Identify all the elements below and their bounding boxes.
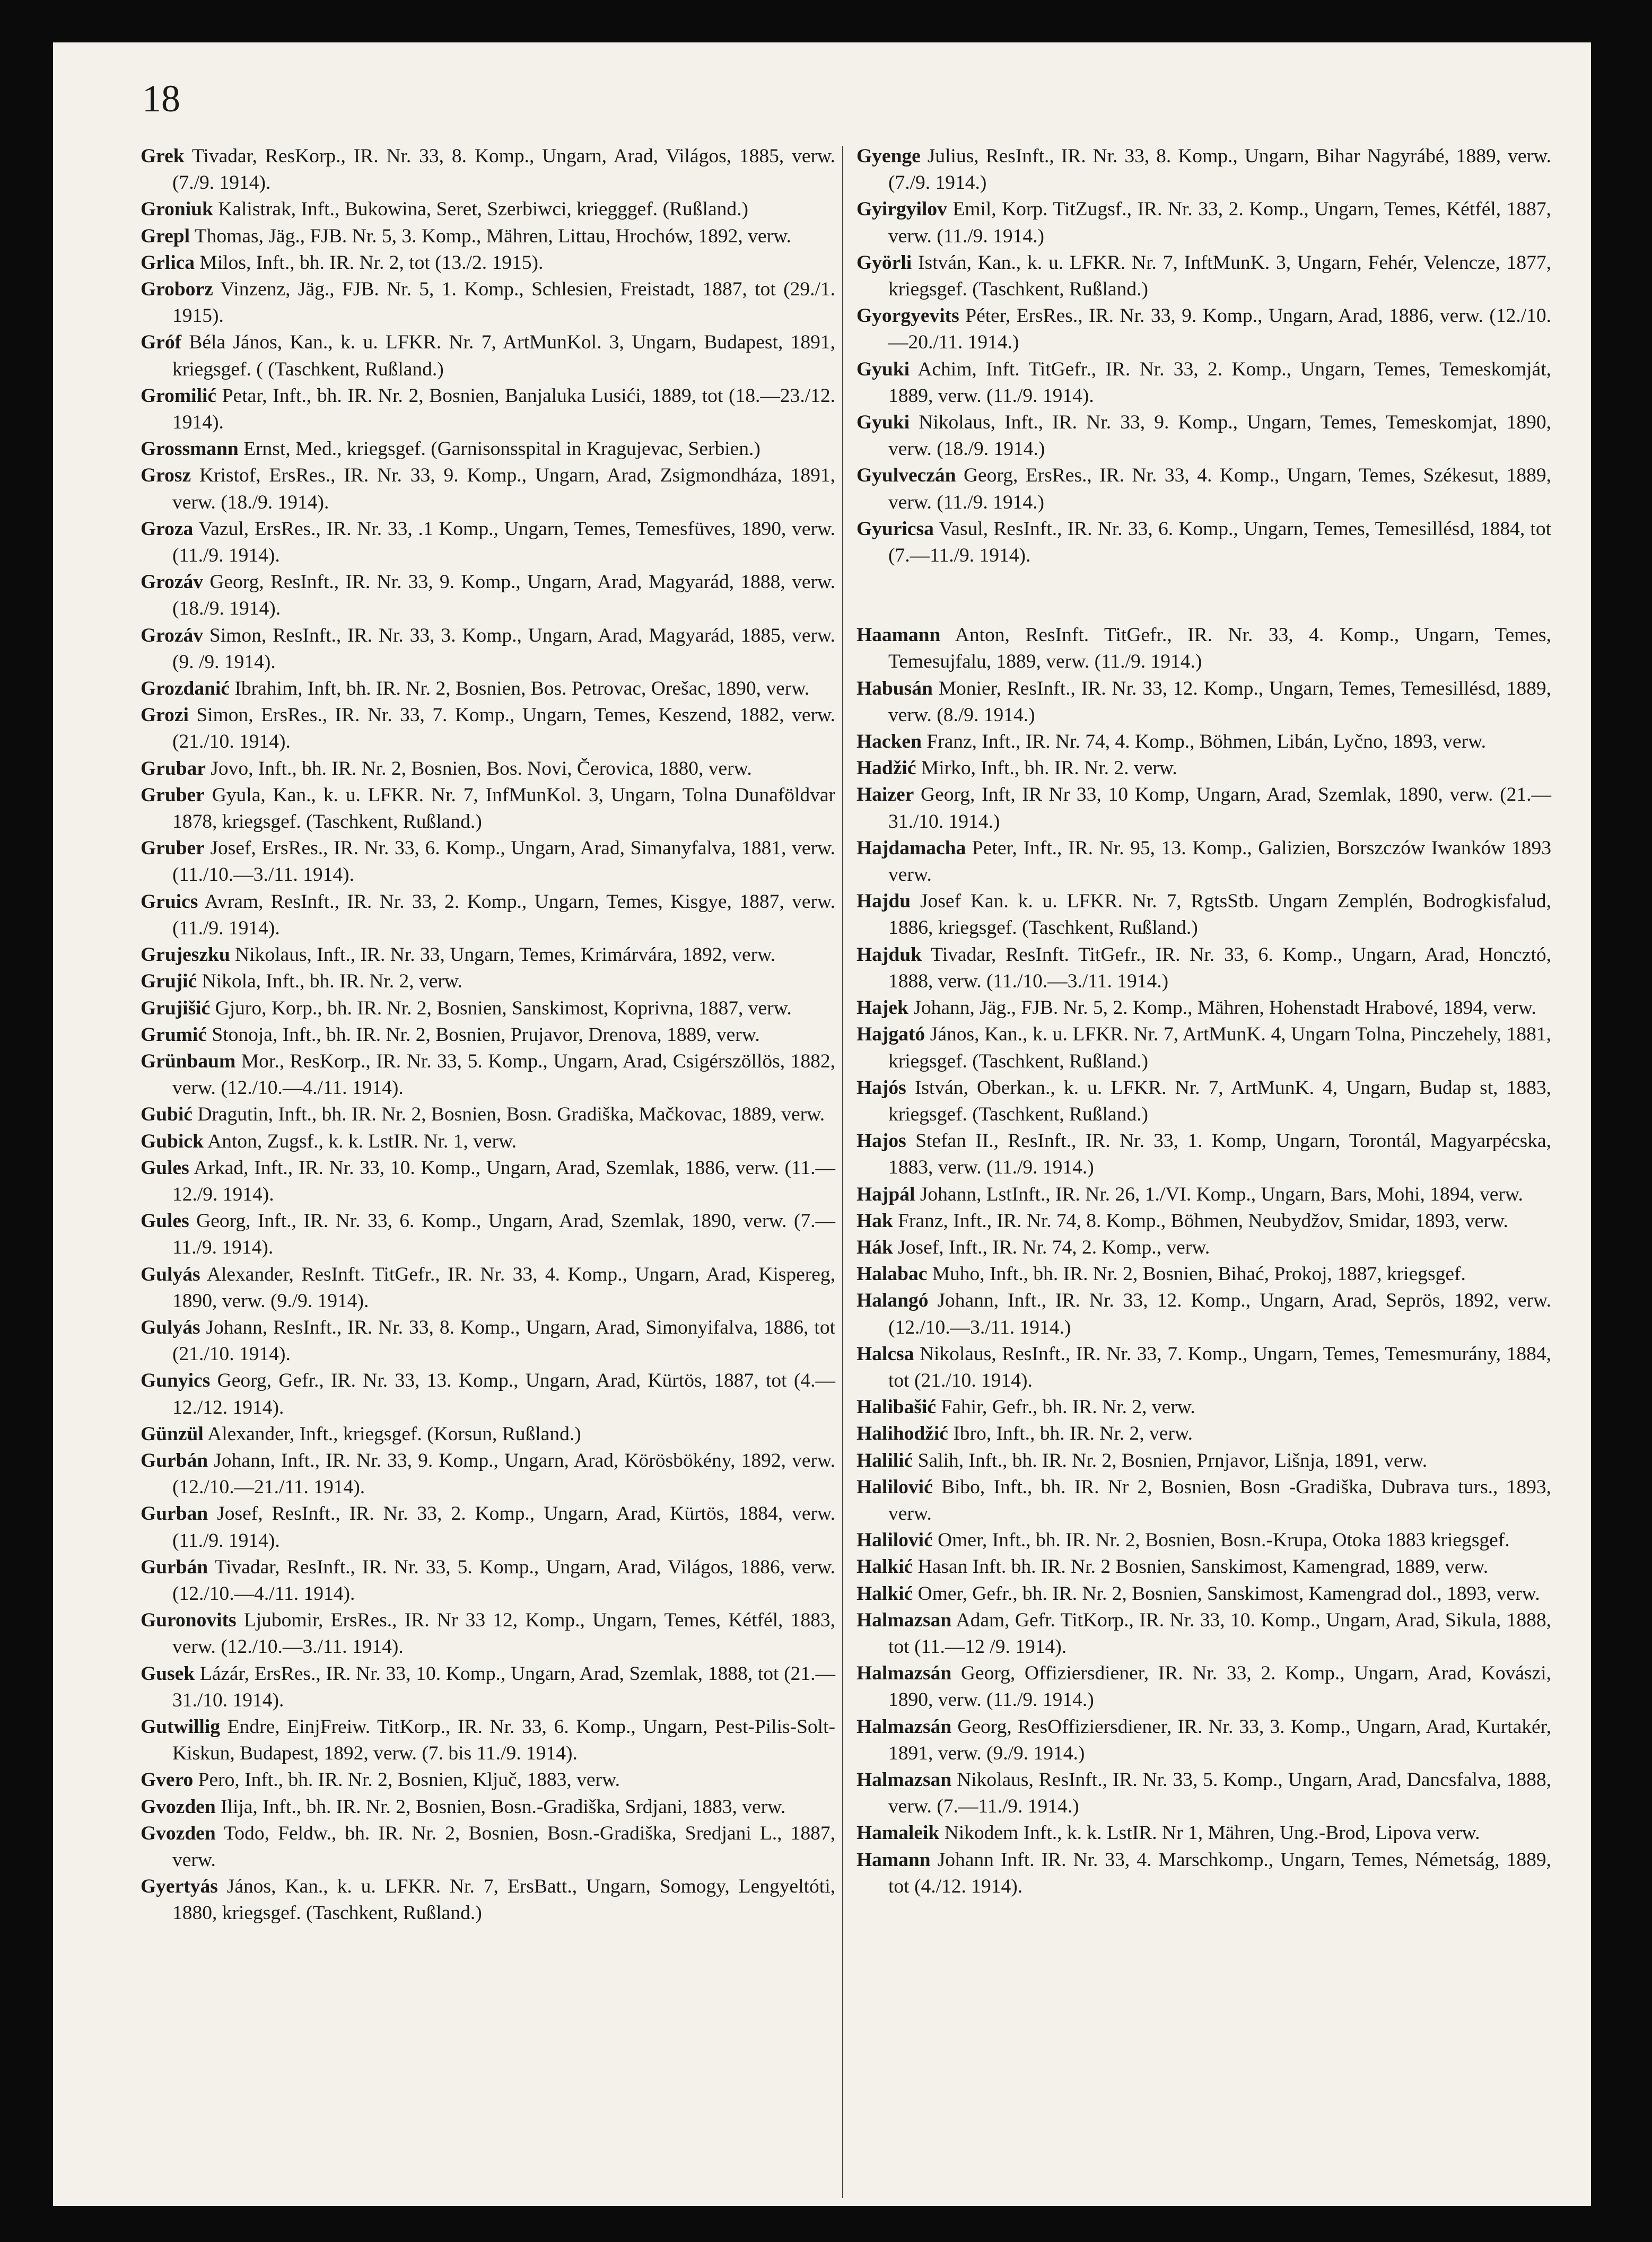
- entry-details: Ilija, Inft., bh. IR. Nr. 2, Bosnien, Bosn.-Gradiška, Srdjani, 1883, verw.: [221, 1796, 786, 1818]
- entry-details: Petar, Inft., bh. IR. Nr. 2, Bosnien, Banjaluka Lusići, 1889, tot (18.—23./12. 1914).: [172, 384, 836, 434]
- entry-details: Gjuro, Korp., bh. IR. Nr. 2, Bosnien, Sanskimost, Koprivna, 1887, verw.: [215, 997, 792, 1019]
- entry-details: Josef Kan. k. u. LFKR. Nr. 7, RgtsStb. Ungarn Zemplén, Bodrogkisfalud, 1886, kriegsgef. (Taschkent, Rußland.): [888, 890, 1552, 939]
- register-entry: [141, 276, 835, 329]
- register-entry: [141, 1101, 835, 1128]
- entry-details: Johann, Inft., IR. Nr. 33, 12. Komp., Ungarn, Arad, Seprös, 1892, verw. (12./10.—3./11. 1914.): [888, 1290, 1551, 1338]
- entry-details: Georg, Gefr., IR. Nr. 33, 13. Komp., Ungarn, Arad, Kürtös, 1887, tot (4.—12./12. 1914).: [172, 1370, 835, 1418]
- entry-details: Georg, ResInft., IR. Nr. 33, 9. Komp., Ungarn, Arad, Magyarád, 1888, verw. (18./9. 1914).: [172, 571, 835, 620]
- register-entry: [141, 1208, 835, 1261]
- register-entry: [856, 1341, 1551, 1394]
- register-entry: [141, 1873, 835, 1926]
- entry-surname: Groborz: [141, 278, 213, 301]
- entry-surname: Grossmann: [141, 438, 239, 460]
- register-entry: [141, 1448, 835, 1501]
- entry-details: Anton, ResInft. TitGefr., IR. Nr. 33, 4. Komp., Ungarn, Temes, Temesujfalu, 1889, verw. (11./9. 1914.): [888, 624, 1551, 673]
- register-entry: [856, 1554, 1551, 1580]
- entry-surname: Grujišić: [141, 997, 211, 1019]
- register-entry: [856, 1714, 1551, 1767]
- entry-details: Georg, ResOffiziersdiener, IR. Nr. 33, 3. Komp., Ungarn, Arad, Kurtakér, 1891, verw. (9./9. 1914.): [888, 1715, 1552, 1764]
- register-entry: [141, 196, 835, 223]
- register-entry: [856, 1234, 1551, 1261]
- register-entry: [856, 462, 1551, 515]
- entry-surname: Halilić: [856, 1449, 913, 1472]
- entry-surname: Halibašić: [856, 1396, 937, 1418]
- page-number: 18: [142, 77, 180, 120]
- register-entry: [856, 356, 1551, 409]
- entry-details: Péter, ErsRes., IR. Nr. 33, 9. Komp., Ungarn, Arad, 1886, verw. (12./10.—20./11. 1914.): [888, 305, 1551, 354]
- register-entry: [856, 1607, 1551, 1660]
- entry-surname: Halihodžić: [856, 1423, 948, 1445]
- entry-surname: Hadžić: [856, 757, 916, 780]
- entry-surname: Grozdanić: [141, 678, 230, 700]
- register-entry: [856, 1660, 1551, 1713]
- register-entry: [141, 1501, 835, 1554]
- entry-details: Dragutin, Inft., bh. IR. Nr. 2, Bosnien, Bosn. Gradiška, Mačkovac, 1889, verw.: [197, 1104, 825, 1126]
- register-entry: [856, 1847, 1551, 1900]
- register-entry: [856, 196, 1551, 249]
- register-entry: [141, 569, 835, 622]
- entry-details: Simon, ResInft., IR. Nr. 33, 3. Komp., Ungarn, Arad, Magyarád, 1885, verw. (9. /9. 1914).: [172, 624, 835, 673]
- entry-surname: Haizer: [856, 784, 914, 806]
- entry-surname: Gvero: [141, 1769, 194, 1791]
- register-entry: [856, 995, 1551, 1021]
- entry-surname: Gruber: [141, 784, 205, 806]
- entry-surname: Gruics: [141, 890, 198, 913]
- register-entry: [141, 835, 835, 888]
- register-entry: [856, 409, 1551, 462]
- entry-surname: Halilović: [856, 1529, 933, 1552]
- register-entry: [141, 756, 835, 782]
- entry-surname: Guronovits: [141, 1609, 237, 1632]
- register-entry: [856, 1075, 1551, 1128]
- entry-details: Tivadar, ResInft., IR. Nr. 33, 5. Komp., Ungarn, Arad, Világos, 1886, verw. (12./10.—4./11. 1914).: [172, 1556, 835, 1605]
- entry-surname: Haamann: [856, 624, 941, 646]
- entry-surname: Gruber: [141, 837, 205, 860]
- register-entry: [141, 702, 835, 755]
- entry-details: Mor., ResKorp., IR. Nr. 33, 5. Komp., Ungarn, Arad, Csigérszöllös, 1882, verw. (12./10.—4./11. 1914).: [172, 1050, 836, 1099]
- entry-surname: Halilović: [856, 1476, 933, 1498]
- entry-surname: Grozáv: [141, 624, 204, 646]
- entry-surname: Grubar: [141, 757, 206, 780]
- register-entry: [141, 250, 835, 276]
- register-entry: [856, 1288, 1551, 1341]
- entry-details: Georg, ErsRes., IR. Nr. 33, 4. Komp., Ungarn, Temes, Székesut, 1889, verw. (11./9. 1914.): [888, 465, 1552, 513]
- register-entry: [856, 1527, 1551, 1554]
- entry-surname: Gutwillig: [141, 1715, 221, 1738]
- entry-surname: Hajdamacha: [856, 837, 966, 859]
- entry-surname: Hajek: [856, 997, 908, 1019]
- entry-details: Tivadar, ResKorp., IR. Nr. 33, 8. Komp., Ungarn, Arad, Világos, 1885, verw. (7./9. 1914).: [172, 145, 835, 194]
- entry-surname: Grozáv: [141, 571, 204, 593]
- register-entry: [856, 303, 1551, 356]
- entry-details: Franz, Inft., IR. Nr. 74, 8. Komp., Böhmen, Neubydžov, Smidar, 1893, verw.: [898, 1210, 1508, 1232]
- entry-details: Kristof, ErsRes., IR. Nr. 33, 9. Komp., Ungarn, Arad, Zsigmondháza, 1891, verw. (18./9. 1914).: [172, 465, 835, 513]
- register-entry: [141, 1022, 835, 1048]
- entry-surname: Halangó: [856, 1290, 929, 1312]
- entry-surname: Hamaleik: [856, 1822, 940, 1844]
- register-entry: [856, 1181, 1551, 1208]
- entry-details: Tivadar, ResInft. TitGefr., IR. Nr. 33, 6. Komp., Ungarn, Arad, Honcztó, 1888, verw. (11./10.—3./11. 1914.): [888, 943, 1552, 992]
- entry-surname: Habusán: [856, 677, 933, 699]
- entry-details: Georg, Inft., IR. Nr. 33, 6. Komp., Ungarn, Arad, Szemlak, 1890, verw. (7.—11./9. 1914).: [172, 1210, 836, 1259]
- register-entry: [856, 516, 1551, 569]
- entry-surname: Grosz: [141, 465, 191, 487]
- register-entry: [141, 968, 835, 995]
- entry-details: Gyula, Kan., k. u. LFKR. Nr. 7, InfMunKol. 3, Ungarn, Tolna Dunaföldvar 1878, kriegsgef. (Taschkent, Rußland.): [172, 784, 836, 833]
- entry-details: Salih, Inft., bh. IR. Nr. 2, Bosnien, Prnjavor, Lišnja, 1891, verw.: [917, 1449, 1428, 1472]
- entry-details: Franz, Inft., IR. Nr. 74, 4. Komp., Böhmen, Libán, Lyčno, 1893, verw.: [926, 731, 1487, 753]
- register-entry: [141, 1315, 835, 1368]
- entry-details: Avram, ResInft., IR. Nr. 33, 2. Komp., Ungarn, Temes, Kisgye, 1887, verw. (11./9. 1914).: [172, 890, 835, 939]
- entry-details: Johann, LstInft., IR. Nr. 26, 1./VI. Komp., Ungarn, Bars, Mohi, 1894, verw.: [920, 1183, 1523, 1205]
- entry-surname: Grünbaum: [141, 1050, 236, 1072]
- entry-surname: Gulyás: [141, 1316, 200, 1338]
- entry-details: Arkad, Inft., IR. Nr. 33, 10. Komp., Ungarn, Arad, Szemlak, 1886, verw. (11.—12./9. 1914).: [172, 1157, 835, 1205]
- entry-surname: Hajdu: [856, 890, 911, 913]
- entry-surname: Hajos: [856, 1130, 906, 1152]
- entry-details: Ernst, Med., kriegsgef. (Garnisonsspital in Kragujevac, Serbien.): [243, 438, 761, 460]
- register-entry: [856, 755, 1551, 782]
- register-entry: [856, 250, 1551, 303]
- register-entry: [141, 1767, 835, 1793]
- entry-details: Ibro, Inft., bh. IR. Nr. 2, verw.: [953, 1423, 1193, 1445]
- entry-surname: Hacken: [856, 731, 922, 753]
- entry-details: Kalistrak, Inft., Bukowina, Seret, Szerbiwci, kriegggef. (Rußland.): [218, 198, 748, 221]
- entry-surname: Gróf: [141, 331, 182, 354]
- document-page: [53, 42, 1591, 2206]
- column-divider: [842, 146, 843, 2198]
- register-entry: [141, 1421, 835, 1448]
- entry-details: István, Oberkan., k. u. LFKR. Nr. 7, ArtMunK. 4, Ungarn, Budap st, 1883, kriegsgef. (Taschkent, Rußland.): [888, 1076, 1552, 1125]
- register-entry: [856, 942, 1551, 995]
- entry-details: János, Kan., k. u. LFKR. Nr. 7, ErsBatt., Ungarn, Somogy, Lengyeltóti, 1880, kriegsgef. (Taschkent, Rußland.): [172, 1876, 836, 1924]
- entry-surname: Günzül: [141, 1423, 204, 1445]
- entry-surname: Gyuricsa: [856, 518, 934, 540]
- register-entry: [141, 143, 835, 196]
- entry-surname: Halmazsán: [856, 1662, 952, 1685]
- entry-surname: Gyorgyevits: [856, 305, 959, 327]
- register-entry: [856, 729, 1551, 755]
- entry-details: János, Kan., k. u. LFKR. Nr. 7, ArtMunK. 4, Ungarn Tolna, Pinczehely, 1881, kriegsgef. (Taschkent, Rußland.): [888, 1023, 1552, 1072]
- entry-details: Anton, Zugsf., k. k. LstIR. Nr. 1, verw.: [207, 1130, 517, 1152]
- entry-details: Achim, Inft. TitGefr., IR. Nr. 33, 2. Komp., Ungarn, Temes, Temeskomját, 1889, verw. (11./9. 1914).: [888, 358, 1551, 407]
- entry-details: Emil, Korp. TitZugsf., IR. Nr. 33, 2. Komp., Ungarn, Temes, Kétfél, 1887, verw. (11./9. 1914.): [888, 198, 1552, 247]
- entry-details: Mirko, Inft., bh. IR. Nr. 2. verw.: [921, 757, 1177, 780]
- register-entry: [856, 676, 1551, 729]
- entry-details: Alexander, Inft., kriegsgef. (Korsun, Rußland.): [207, 1423, 581, 1445]
- register-entry: [856, 1394, 1551, 1421]
- entry-details: Ibrahim, Inft, bh. IR. Nr. 2, Bosnien, Bos. Petrovac, Orešac, 1890, verw.: [234, 678, 810, 700]
- register-entry: [141, 1661, 835, 1714]
- entry-surname: Grujeszku: [141, 944, 230, 966]
- entry-surname: Halcsa: [856, 1343, 914, 1365]
- register-entry: [141, 329, 835, 382]
- left-column: [141, 143, 835, 1927]
- entry-surname: Hajós: [856, 1076, 906, 1099]
- entry-surname: Grek: [141, 145, 185, 167]
- entry-details: Johann, ResInft., IR. Nr. 33, 8. Komp., Ungarn, Arad, Simonyifalva, 1886, tot (21./10. 1914).: [172, 1316, 835, 1365]
- entry-surname: Hajgató: [856, 1023, 925, 1046]
- register-entry: [856, 1021, 1551, 1074]
- register-entry: [141, 462, 835, 515]
- register-entry: [141, 1607, 835, 1660]
- entry-details: Josef, ErsRes., IR. Nr. 33, 6. Komp., Ungarn, Arad, Simanyfalva, 1881, verw. (11./10.—3./11. 1914).: [172, 837, 836, 886]
- entry-details: Nikodem Inft., k. k. LstIR. Nr 1, Mähren, Ung.-Brod, Lipova verw.: [944, 1822, 1480, 1844]
- entry-details: Milos, Inft., bh. IR. Nr. 2, tot (13./2. 1915).: [199, 251, 544, 274]
- register-entry: [856, 1820, 1551, 1846]
- entry-surname: Groza: [141, 518, 194, 540]
- register-entry: [856, 782, 1551, 835]
- entry-surname: Gurban: [141, 1503, 208, 1525]
- entry-details: Adam, Gefr. TitKorp., IR. Nr. 33, 10. Komp., Ungarn, Arad, Sikula, 1888, tot (11.—12 /9. 1914).: [888, 1609, 1551, 1658]
- entry-surname: Halmazsán: [856, 1715, 952, 1738]
- entry-surname: Hajpál: [856, 1183, 915, 1205]
- register-entry: [141, 1155, 835, 1208]
- entry-surname: Györli: [856, 251, 912, 274]
- register-entry: [141, 942, 835, 968]
- entry-surname: Gubick: [141, 1130, 204, 1152]
- entry-surname: Halmazsan: [856, 1609, 952, 1631]
- register-entry: [141, 1794, 835, 1820]
- entry-details: Josef, ResInft., IR. Nr. 33, 2. Komp., Ungarn, Arad, Kürtös, 1884, verw. (11./9. 1914).: [172, 1503, 835, 1552]
- entry-surname: Gyenge: [856, 145, 921, 167]
- register-entry: [856, 1448, 1551, 1474]
- register-entry: [856, 143, 1551, 196]
- register-entry: [141, 1128, 835, 1155]
- register-entry: [141, 623, 835, 676]
- register-entry: [141, 1262, 835, 1315]
- entry-surname: Gules: [141, 1157, 189, 1179]
- entry-details: Vasul, ResInft., IR. Nr. 33, 6. Komp., Ungarn, Temes, Temesillésd, 1884, tot (7.—11./9. 1914).: [888, 518, 1551, 567]
- entry-details: Vinzenz, Jäg., FJB. Nr. 5, 1. Komp., Schlesien, Freistadt, 1887, tot (29./1. 1915).: [172, 278, 836, 327]
- entry-details: Omer, Inft., bh. IR. Nr. 2, Bosnien, Bosn.-Krupa, Otoka 1883 kriegsgef.: [938, 1529, 1510, 1552]
- entry-surname: Gubić: [141, 1104, 193, 1126]
- entry-surname: Gunyics: [141, 1370, 211, 1392]
- entry-surname: Hák: [856, 1236, 893, 1258]
- register-entry: [856, 1261, 1551, 1288]
- register-entry: [141, 1554, 835, 1607]
- register-entry: [856, 622, 1551, 675]
- entry-surname: Gusek: [141, 1662, 195, 1685]
- entry-details: Jovo, Inft., bh. IR. Nr. 2, Bosnien, Bos. Novi, Čerovica, 1880, verw.: [211, 757, 752, 780]
- register-entry: [856, 1421, 1551, 1447]
- entry-details: Peter, Inft., IR. Nr. 95, 13. Komp., Galizien, Borszczów Iwanków 1893 verw.: [888, 837, 1551, 886]
- register-entry: [141, 1048, 835, 1101]
- entry-details: Endre, EinjFreiw. TitKorp., IR. Nr. 33, 6. Komp., Ungarn, Pest-Pilis-Solt-Kiskun, Budapest, 1892, verw. (7. bis 11./9. 1914).: [172, 1715, 835, 1765]
- register-entry: [141, 889, 835, 942]
- entry-details: Johann, Jäg., FJB. Nr. 5, 2. Komp., Mähren, Hohenstadt Hrabové, 1894, verw.: [913, 997, 1536, 1019]
- register-entry: [856, 888, 1551, 941]
- register-entry: [856, 1208, 1551, 1234]
- entry-details: Johann Inft. IR. Nr. 33, 4. Marschkomp., Ungarn, Temes, Németság, 1889, tot (4./12. 1914).: [888, 1849, 1551, 1897]
- entry-details: Pero, Inft., bh. IR. Nr. 2, Bosnien, Ključ, 1883, verw.: [198, 1769, 620, 1791]
- entry-details: Hasan Inft. bh. IR. Nr. 2 Bosnien, Sanskimost, Kamengrad, 1889, verw.: [917, 1556, 1489, 1578]
- register-entry: [141, 223, 835, 250]
- register-entry: [141, 1820, 835, 1873]
- entry-surname: Gurbán: [141, 1449, 208, 1472]
- entry-surname: Gyulveczán: [856, 465, 956, 487]
- register-entry: [856, 835, 1551, 888]
- entry-details: Vazul, ErsRes., IR. Nr. 33, .1 Komp., Ungarn, Temes, Temesfüves, 1890, verw. (11./9. 1914).: [172, 518, 835, 567]
- entry-details: Todo, Feldw., bh. IR. Nr. 2, Bosnien, Bosn.-Gradiška, Sredjani L., 1887, verw.: [172, 1822, 835, 1871]
- entry-surname: Grozi: [141, 704, 189, 726]
- entry-details: Muho, Inft., bh. IR. Nr. 2, Bosnien, Bihać, Prokoj, 1887, kriegsgef.: [932, 1263, 1466, 1285]
- register-entry: [856, 1474, 1551, 1527]
- section-gap: [856, 569, 1551, 622]
- entry-details: Monier, ResInft., IR. Nr. 33, 12. Komp., Ungarn, Temes, Temesillésd, 1889, verw. (8./9. 1914.): [888, 677, 1551, 726]
- entry-details: Georg, Offiziersdiener, IR. Nr. 33, 2. Komp., Ungarn, Arad, Kovászi, 1890, verw. (11./9. 1914.): [888, 1662, 1552, 1711]
- entry-details: Stonoja, Inft., bh. IR. Nr. 2, Bosnien, Prujavor, Drenova, 1889, verw.: [212, 1023, 760, 1046]
- entry-details: Josef, Inft., IR. Nr. 74, 2. Komp., verw.: [898, 1236, 1210, 1258]
- entry-details: Nikolaus, Inft., IR. Nr. 33, Ungarn, Temes, Krimárvára, 1892, verw.: [235, 944, 776, 966]
- entry-details: Ljubomir, ErsRes., IR. Nr 33 12, Komp., Ungarn, Temes, Kétfél, 1883, verw. (12./10.—3./11. 1914).: [172, 1609, 835, 1658]
- entry-details: Stefan II., ResInft., IR. Nr. 33, 1. Komp, Ungarn, Torontál, Magyarpécska, 1883, verw. (11./9. 1914.): [888, 1130, 1551, 1179]
- entry-details: Nikolaus, Inft., IR. Nr. 33, 9. Komp., Ungarn, Temes, Temeskomjat, 1890, verw. (18./9. 1914.): [888, 411, 1552, 460]
- register-entry: [856, 1767, 1551, 1820]
- entry-surname: Grlica: [141, 251, 195, 274]
- entry-details: Fahir, Gefr., bh. IR. Nr. 2, verw.: [941, 1396, 1195, 1418]
- entry-surname: Halabac: [856, 1263, 928, 1285]
- entry-surname: Hamann: [856, 1849, 931, 1871]
- entry-details: Nikolaus, ResInft., IR. Nr. 33, 5. Komp., Ungarn, Arad, Dancsfalva, 1888, verw. (7.—11./9. 1914.): [888, 1768, 1551, 1818]
- entry-surname: Groniuk: [141, 198, 213, 221]
- entry-surname: Gyuki: [856, 411, 910, 434]
- entry-details: István, Kan., k. u. LFKR. Nr. 7, InftMunK. 3, Ungarn, Fehér, Velencze, 1877, kriegsgef. (Taschkent, Rußland.): [888, 251, 1552, 301]
- entry-details: Bibo, Inft., bh. IR. Nr 2, Bosnien, Bosn -Gradiška, Dubrava turs., 1893, verw.: [888, 1476, 1552, 1525]
- register-entry: [141, 782, 835, 835]
- entry-surname: Gromilić: [141, 384, 217, 407]
- register-entry: [141, 1714, 835, 1767]
- register-entry: [141, 516, 835, 569]
- register-entry: [141, 995, 835, 1022]
- register-entry: [856, 1581, 1551, 1607]
- entry-surname: Gules: [141, 1210, 189, 1232]
- entry-details: Nikolaus, ResInft., IR. Nr. 33, 7. Komp., Ungarn, Temes, Temesmurány, 1884, tot (21./10. 1914).: [888, 1343, 1552, 1391]
- entry-surname: Halmazsan: [856, 1768, 952, 1791]
- entry-surname: Hajduk: [856, 943, 922, 966]
- entry-details: Omer, Gefr., bh. IR. Nr. 2, Bosnien, Sanskimost, Kamengrad dol., 1893, verw.: [917, 1582, 1540, 1605]
- right-column: [856, 143, 1551, 1900]
- entry-surname: Gvozden: [141, 1822, 216, 1844]
- register-entry: [856, 1128, 1551, 1181]
- entry-details: Julius, ResInft., IR. Nr. 33, 8. Komp., Ungarn, Bihar Nagyrábé, 1889, verw. (7./9. 1914.): [888, 145, 1552, 194]
- entry-details: Alexander, ResInft. TitGefr., IR. Nr. 33, 4. Komp., Ungarn, Arad, Kispereg, 1890, verw. (9./9. 1914).: [172, 1263, 835, 1312]
- register-entry: [141, 1368, 835, 1421]
- entry-details: Simon, ErsRes., IR. Nr. 33, 7. Komp., Ungarn, Temes, Keszend, 1882, verw. (21./10. 1914).: [172, 704, 835, 753]
- entry-surname: Gurbán: [141, 1556, 208, 1578]
- register-entry: [141, 436, 835, 462]
- entry-surname: Gyertyás: [141, 1876, 218, 1898]
- register-entry: [141, 676, 835, 702]
- entry-surname: Gyirgyilov: [856, 198, 947, 221]
- entry-details: Thomas, Jäg., FJB. Nr. 5, 3. Komp., Mähren, Littau, Hrochów, 1892, verw.: [194, 225, 791, 247]
- entry-surname: Grumić: [141, 1023, 207, 1046]
- entry-surname: Hak: [856, 1210, 893, 1232]
- entry-surname: Halkić: [856, 1556, 913, 1578]
- entry-surname: Gulyás: [141, 1263, 200, 1285]
- register-entry: [141, 383, 835, 436]
- entry-details: Georg, Inft, IR Nr 33, 10 Komp, Ungarn, Arad, Szemlak, 1890, verw. (21.—31./10. 1914.): [888, 784, 1552, 833]
- entry-surname: Halkić: [856, 1582, 913, 1605]
- entry-surname: Grepl: [141, 225, 190, 247]
- entry-details: Lázár, ErsRes., IR. Nr. 33, 10. Komp., Ungarn, Arad, Szemlak, 1888, tot (21.—31./10. 1914).: [172, 1662, 836, 1711]
- entry-surname: Gvozden: [141, 1796, 216, 1818]
- entry-details: Béla János, Kan., k. u. LFKR. Nr. 7, ArtMunKol. 3, Ungarn, Budapest, 1891, kriegsgef. ( (Taschkent, Rußland.): [172, 331, 836, 380]
- entry-surname: Grujić: [141, 970, 197, 993]
- entry-surname: Gyuki: [856, 358, 910, 380]
- entry-details: Johann, Inft., IR. Nr. 33, 9. Komp., Ungarn, Arad, Körösbökény, 1892, verw. (12./10.—21./11. 1914).: [172, 1449, 836, 1499]
- entry-details: Nikola, Inft., bh. IR. Nr. 2, verw.: [202, 970, 462, 993]
